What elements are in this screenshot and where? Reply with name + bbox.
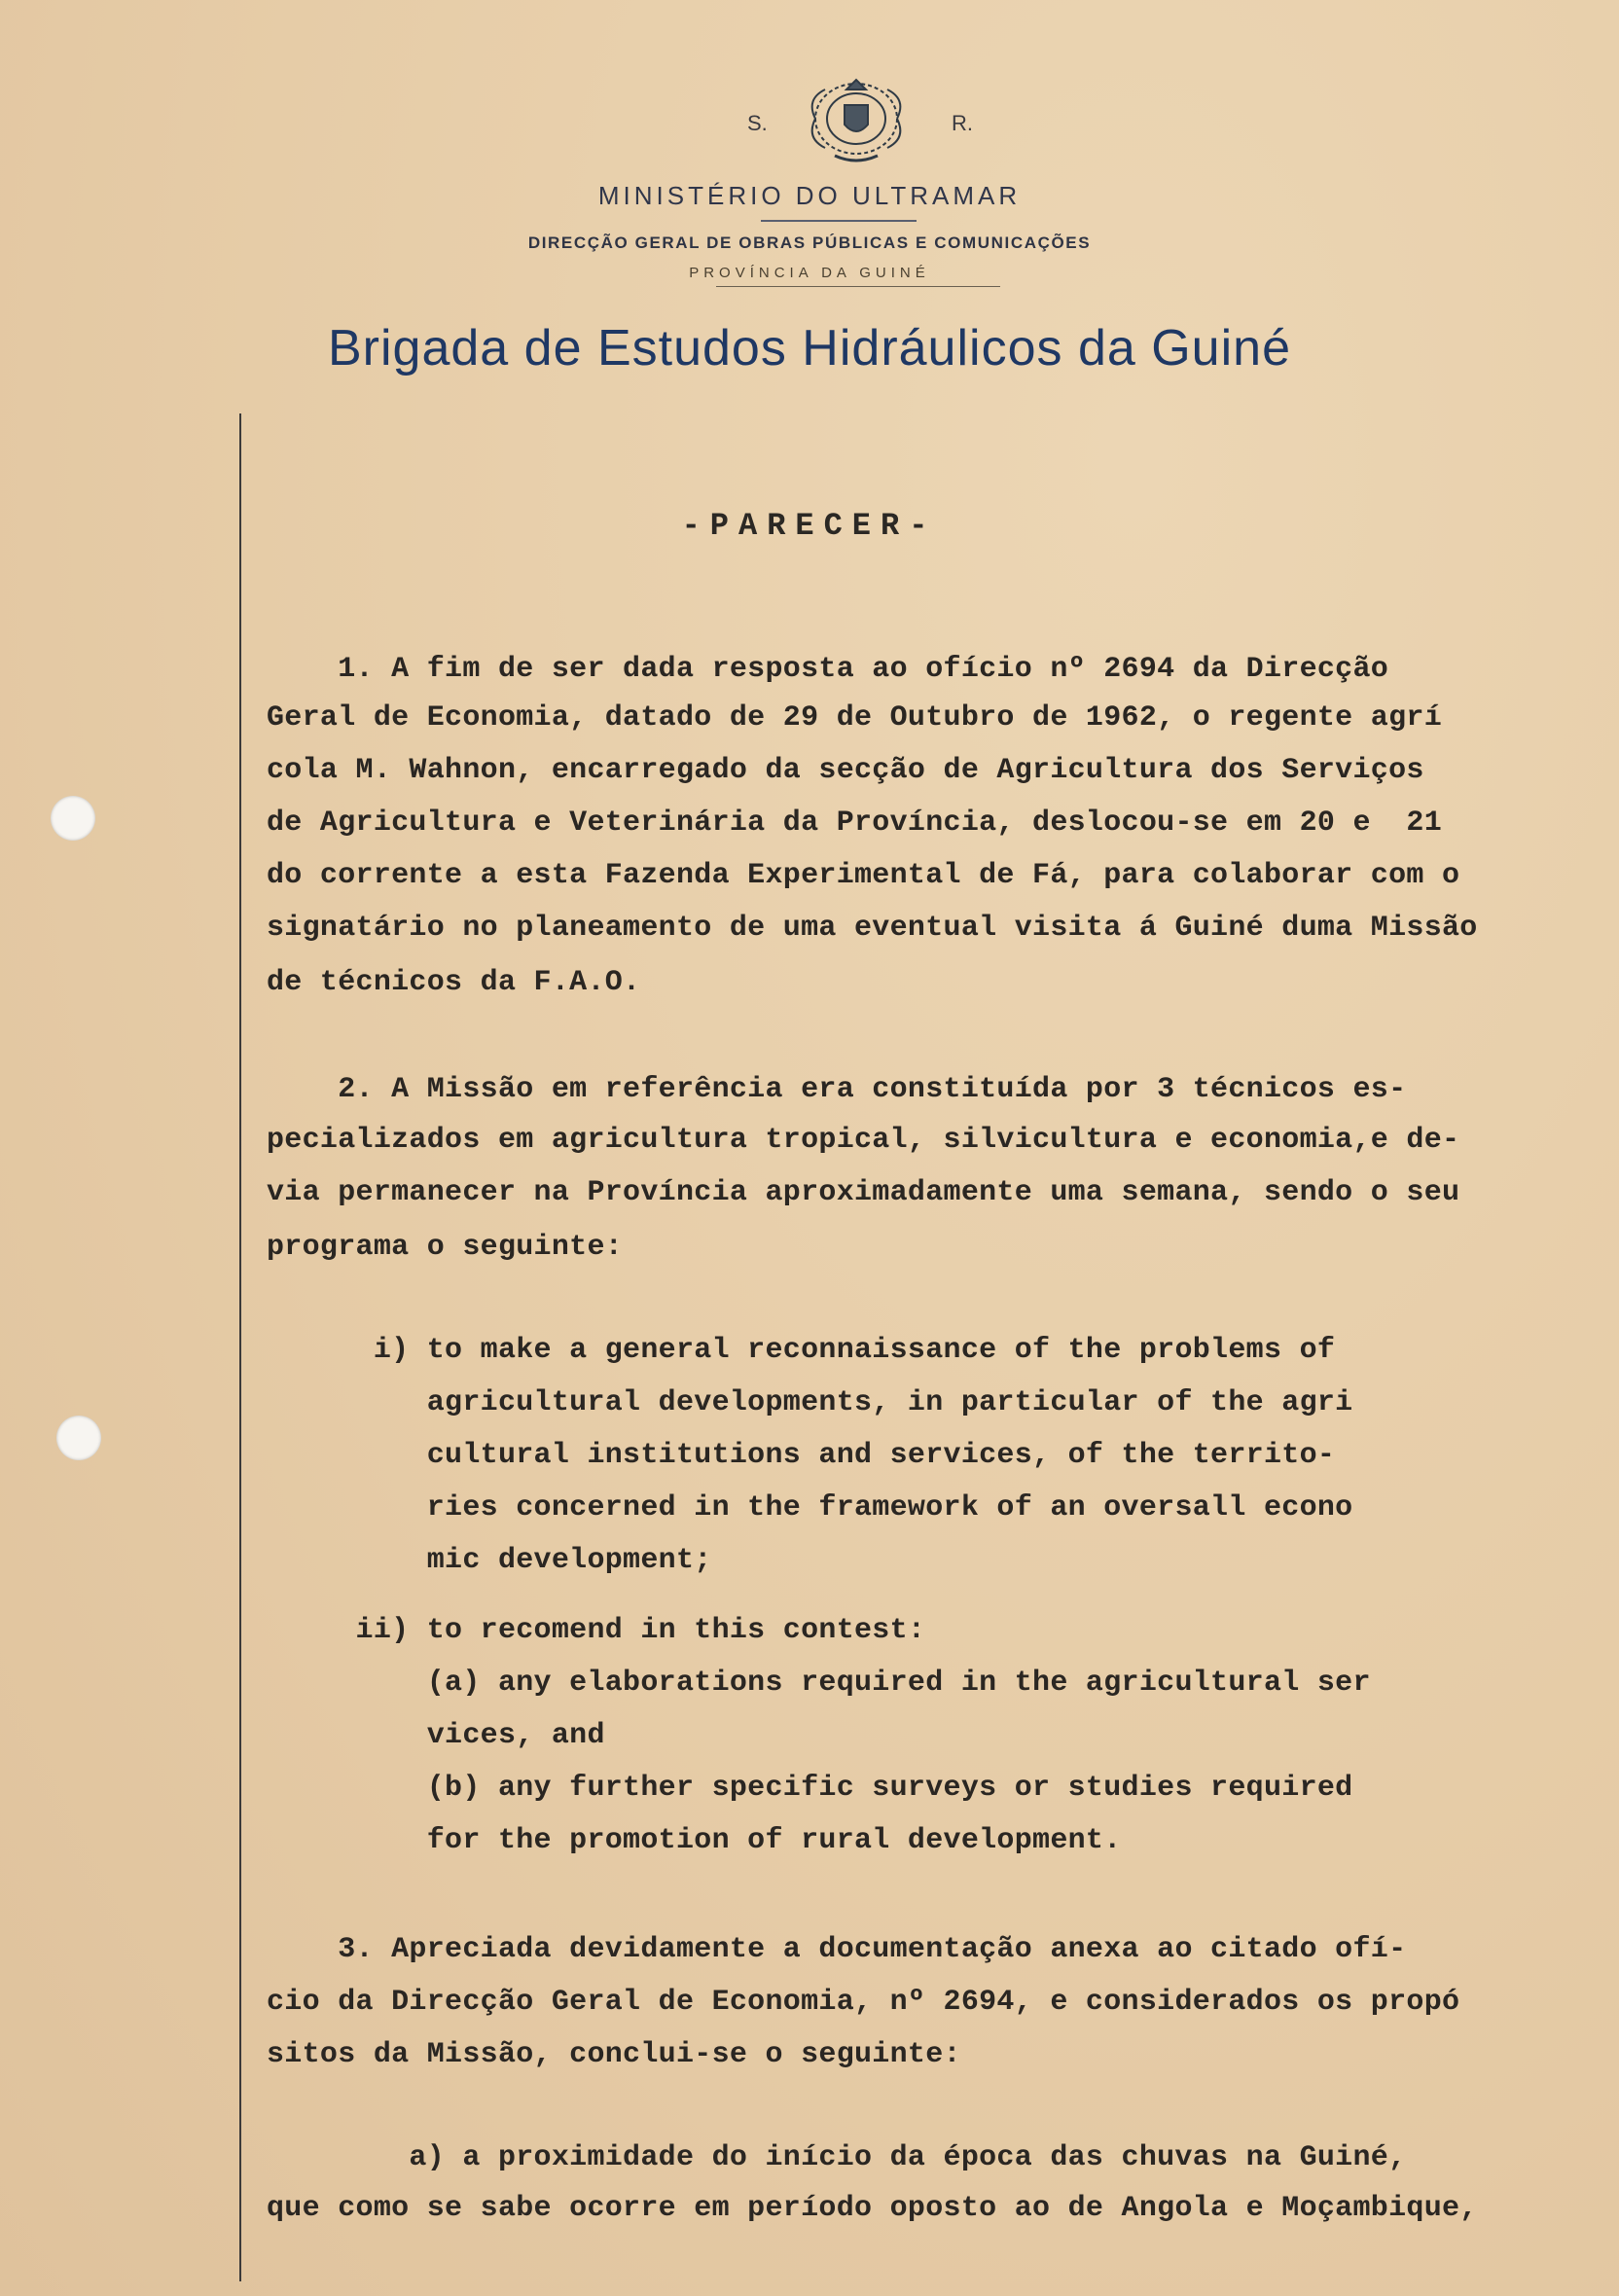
provincia-heading: PROVÍNCIA DA GUINÉ	[689, 265, 930, 281]
punch-hole	[51, 796, 95, 841]
list-item-line: mic development;	[267, 1544, 712, 1577]
direccao-heading: DIRECÇÃO GERAL DE OBRAS PÚBLICAS E COMUNICAÇÕES	[527, 233, 1092, 252]
text-line: Geral de Economia, datado de 29 de Outubro de 1962, o regente agrí	[267, 701, 1442, 735]
text-line: de técnicos da F.A.O.	[267, 966, 641, 999]
text-line: 2. A Missão em referência era constituída por 3 técnicos es-	[267, 1073, 1407, 1106]
text-line: de Agricultura e Veterinária da Província, deslocou-se em 20 e 21	[267, 807, 1442, 840]
list-item-line: ries concerned in the framework of an oversall econo	[267, 1491, 1353, 1525]
document-title: -PARECER-	[681, 508, 938, 544]
ministry-underline	[761, 220, 917, 222]
provincia-underline	[716, 286, 1000, 287]
coat-of-arms-icon	[796, 70, 917, 167]
text-line: 3. Apreciada devidamente a documentação anexa ao citado ofí-	[267, 1933, 1407, 1966]
text-line: pecializados em agricultura tropical, silvicultura e economia,e de-	[267, 1124, 1460, 1157]
text-line: a) a proximidade do início da época das chuvas na Guiné,	[267, 2141, 1407, 2174]
text-line: cola M. Wahnon, encarregado da secção de Agricultura dos Serviços	[267, 754, 1424, 787]
list-item-line: (a) any elaborations required in the agricultural ser	[267, 1667, 1371, 1700]
text-line: cio da Direcção Geral de Economia, nº 2694, e considerados os propó	[267, 1986, 1460, 2019]
list-item-line: cultural institutions and services, of the territo-	[267, 1439, 1336, 1472]
text-line: do corrente a esta Fazenda Experimental de Fá, para colaborar com o	[267, 859, 1460, 892]
list-item-line: ii) to recomend in this contest:	[267, 1614, 926, 1647]
brigada-title: Brigada de Estudos Hidráulicos da Guiné	[327, 320, 1291, 377]
list-item-line: for the promotion of rural development.	[267, 1824, 1122, 1857]
left-margin-rule	[239, 413, 241, 2281]
ministry-heading: MINISTÉRIO DO ULTRAMAR	[597, 181, 1022, 210]
punch-hole	[56, 1416, 101, 1460]
text-line: sitos da Missão, conclui-se o seguinte:	[267, 2038, 961, 2071]
crest-right-letter: R.	[952, 111, 973, 135]
letterhead-crest-row	[0, 70, 1619, 177]
list-item-line: (b) any further specific surveys or studies required	[267, 1772, 1353, 1805]
text-line: signatário no planeamento de uma eventual visita á Guiné duma Missão	[267, 912, 1478, 945]
list-item-line: i) to make a general reconnaissance of the problems of	[267, 1334, 1336, 1367]
text-line: via permanecer na Província aproximadamente uma semana, sendo o seu	[267, 1176, 1460, 1209]
list-item-line: agricultural developments, in particular of the agri	[267, 1386, 1353, 1419]
text-line: que como se sabe ocorre em período oposto ao de Angola e Moçambique,	[267, 2192, 1478, 2225]
list-item-line: vices, and	[267, 1719, 605, 1752]
text-line: 1. A fim de ser dada resposta ao ofício nº 2694 da Direcção	[267, 653, 1389, 686]
text-line: programa o seguinte:	[267, 1231, 624, 1264]
crest-left-letter: S.	[747, 111, 768, 135]
